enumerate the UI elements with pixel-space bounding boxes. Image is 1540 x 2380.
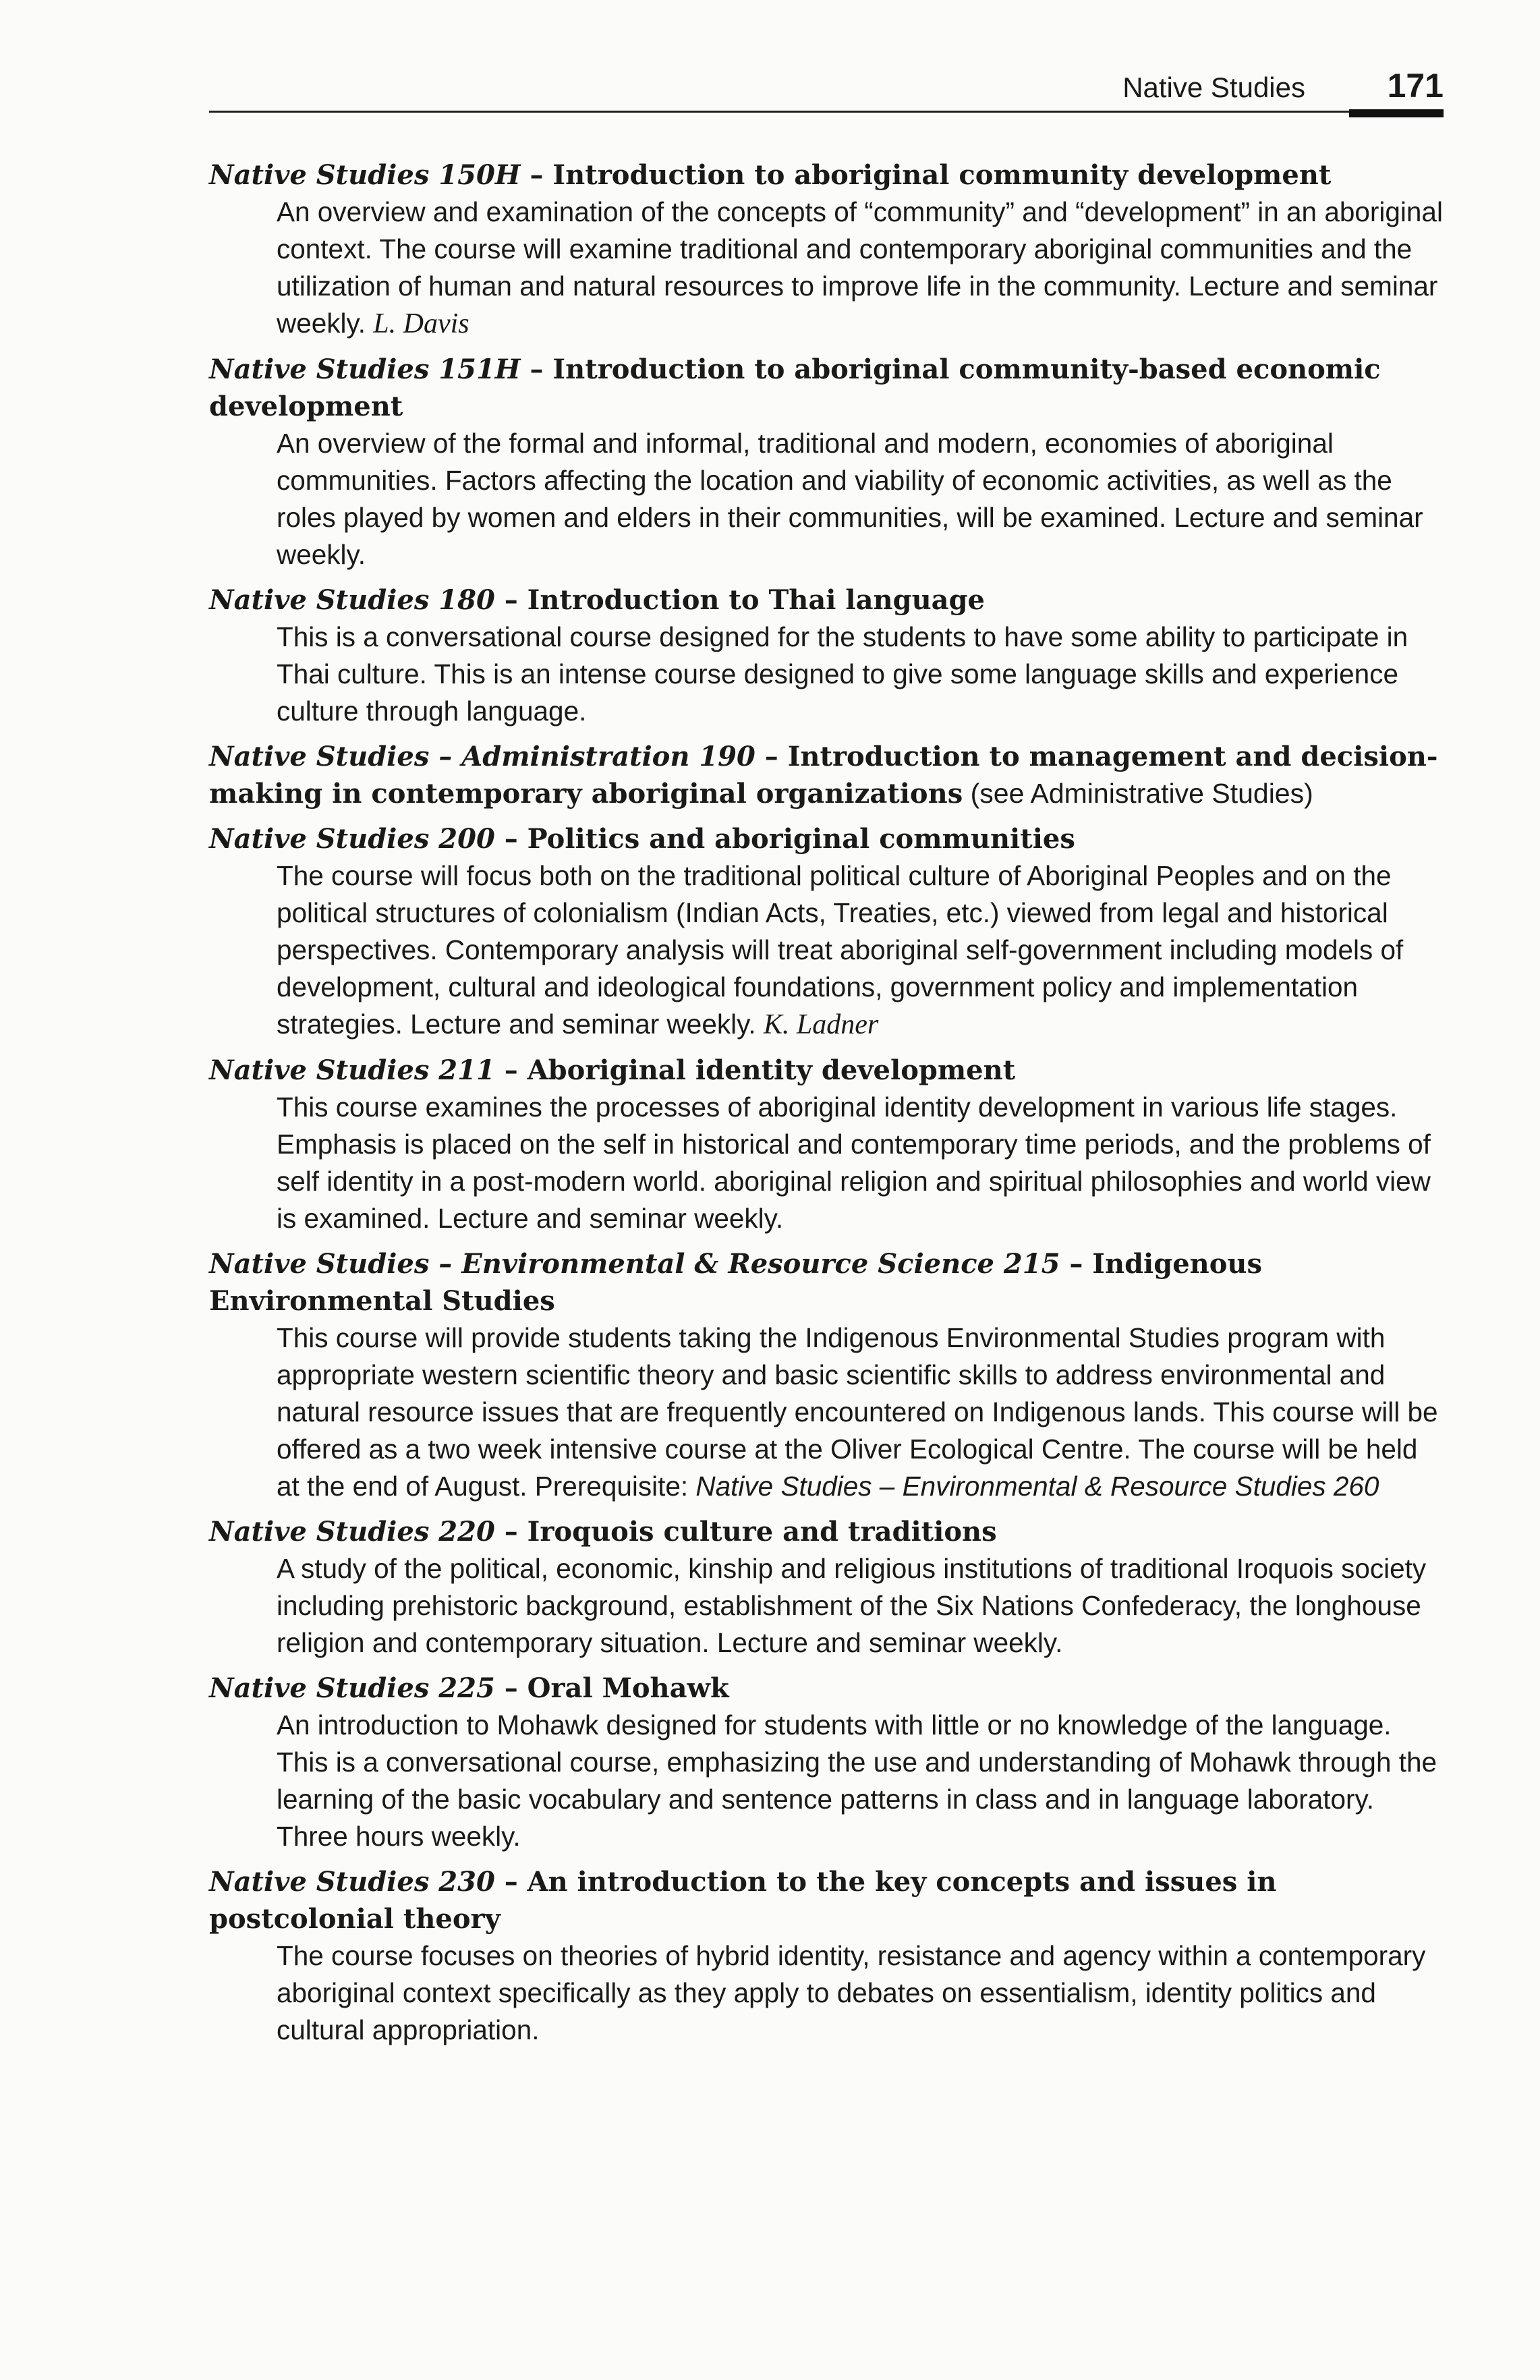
course-title: Introduction to aboriginal community-based economic development — [209, 353, 1381, 422]
course-title: An introduction to the key concepts and issues in postcolonial theory — [209, 1866, 1277, 1935]
description-text: An overview of the formal and informal, traditional and modern, economies of aboriginal communities. Factors affecting the location and viability of economic activities, as well as the roles played by women and elders in their communities, will be examined. Lecture and seminar weekly. — [277, 428, 1423, 570]
description-text: The course focuses on theories of hybrid identity, resistance and agency within a contemporary aboriginal context specifically as they apply to debates on essentialism, identity politics and cultural appropriation. — [277, 1940, 1426, 2045]
course-heading — [209, 157, 1444, 194]
course-code: Native Studies 151H — [209, 353, 521, 385]
description-text: An overview and examination of the concepts of “community” and “development” in an aboriginal context. The course will examine traditional and contemporary aboriginal communities and the utilization of human and natural resources to improve life in the community. Lecture and seminar weekly. — [277, 196, 1443, 339]
course-entry — [209, 582, 1444, 730]
description-text: This is a conversational course designed for the students to have some ability to participate in Thai culture. This is an intense course designed to give some language skills and experience culture through language. — [277, 621, 1408, 727]
course-heading — [209, 1052, 1444, 1089]
course-title: Introduction to aboriginal community development — [552, 159, 1332, 191]
course-title: Indigenous Environmental Studies — [209, 1248, 1263, 1317]
course-heading — [209, 738, 1444, 812]
header-rule — [209, 111, 1444, 113]
course-heading — [209, 1513, 1444, 1550]
course-title: Iroquois culture and traditions — [527, 1516, 997, 1548]
instructor: L. Davis — [373, 308, 469, 339]
course-description — [277, 1707, 1444, 1855]
course-description — [277, 194, 1444, 343]
course-entry — [209, 1052, 1444, 1237]
page-number: 171 — [1387, 67, 1444, 105]
course-code: Native Studies 180 — [209, 584, 495, 616]
course-code: Native Studies 220 — [209, 1516, 495, 1548]
course-description — [277, 857, 1444, 1044]
course-code: Native Studies 230 — [209, 1866, 495, 1898]
course-heading — [209, 582, 1444, 619]
heading-separator: – — [494, 1866, 527, 1898]
course-entry — [209, 1513, 1444, 1662]
course-entry — [209, 351, 1444, 573]
description-text: The course will focus both on the traditional political culture of Aboriginal Peoples and on the political structures of colonialism (Indian Acts, Treaties, etc.) viewed from legal and historical perspectives. Contemporary analysis will treat aboriginal self-government including models of development, cultural and ideological foundations, government policy and implementation strategies. Lecture and seminar weekly. — [277, 860, 1404, 1040]
prerequisite-course: Native Studies – Environmental & Resource Studies 260 — [695, 1471, 1379, 1502]
course-code: Native Studies 150H — [209, 159, 521, 191]
heading-separator: – — [494, 1054, 527, 1086]
heading-separator: – — [755, 741, 788, 772]
heading-separator: – — [520, 353, 553, 385]
course-code: Native Studies – Environmental & Resource Science 215 — [209, 1248, 1060, 1280]
description-text: An introduction to Mohawk designed for students with little or no knowledge of the language. This is a conversational course, emphasizing the use and understanding of Mohawk through the learning of the basic vocabulary and sentence patterns in class and in language laboratory. Three hours weekly. — [277, 1709, 1437, 1852]
course-title: Introduction to management and decision-making in contemporary aboriginal organizations — [209, 741, 1438, 810]
course-entry — [209, 1863, 1444, 2049]
course-description — [277, 619, 1444, 730]
course-description — [277, 1937, 1444, 2049]
instructor: K. Ladner — [763, 1009, 879, 1040]
description-text: This course examines the processes of aboriginal identity development in various life stages. Emphasis is placed on the self in historical and contemporary time periods, and the problems of self identity in a post-modern world. aboriginal religion and spiritual philosophies and world view is examined. Lecture and seminar weekly. — [277, 1092, 1431, 1234]
course-heading — [209, 820, 1444, 857]
heading-separator: – — [494, 1516, 527, 1548]
heading-separator: – — [494, 584, 527, 616]
course-code: Native Studies 225 — [209, 1672, 495, 1704]
course-heading — [209, 1245, 1444, 1320]
course-description — [277, 1550, 1444, 1662]
course-code: Native Studies 211 — [209, 1054, 495, 1086]
heading-separator: – — [1060, 1248, 1093, 1280]
course-heading — [209, 351, 1444, 425]
course-title: Oral Mohawk — [527, 1672, 729, 1704]
course-heading — [209, 1863, 1444, 1937]
description-text: A study of the political, economic, kinship and religious institutions of traditional Iroquois society including prehistoric background, establishment of the Six Nations Confederacy, the longhouse religion and contemporary situation. Lecture and seminar weekly. — [277, 1553, 1427, 1658]
course-entry — [209, 1245, 1444, 1505]
course-title: Aboriginal identity development — [527, 1054, 1016, 1086]
cross-listing-note: (see Administrative Studies) — [963, 778, 1313, 809]
heading-separator: – — [520, 159, 553, 191]
running-head-section: Native Studies — [1122, 72, 1305, 103]
header-rule-accent — [1349, 109, 1444, 117]
course-entry — [209, 820, 1444, 1044]
course-code: Native Studies 200 — [209, 823, 495, 855]
course-code: Native Studies – Administration 190 — [209, 741, 755, 772]
course-heading — [209, 1670, 1444, 1707]
course-description — [277, 1089, 1444, 1237]
course-entry — [209, 738, 1444, 812]
course-title: Politics and aboriginal communities — [527, 823, 1075, 855]
running-head — [209, 65, 1444, 113]
course-entry — [209, 157, 1444, 343]
heading-separator: – — [494, 823, 527, 855]
course-description — [277, 1320, 1444, 1505]
course-title: Introduction to Thai language — [527, 584, 985, 616]
course-entry — [209, 1670, 1444, 1855]
course-list — [209, 157, 1444, 2057]
description-text: This course will provide students taking the Indigenous Environmental Studies program with appropriate western scientific theory and basic scientific skills to address environmental and natural resource issues that are frequently encountered on Indigenous lands. This course will be offered as a two week intensive course at the Oliver Ecological Centre. The course will be held at the end of August. Prerequisite: — [277, 1322, 1438, 1502]
course-description — [277, 425, 1444, 573]
heading-separator: – — [494, 1672, 527, 1704]
